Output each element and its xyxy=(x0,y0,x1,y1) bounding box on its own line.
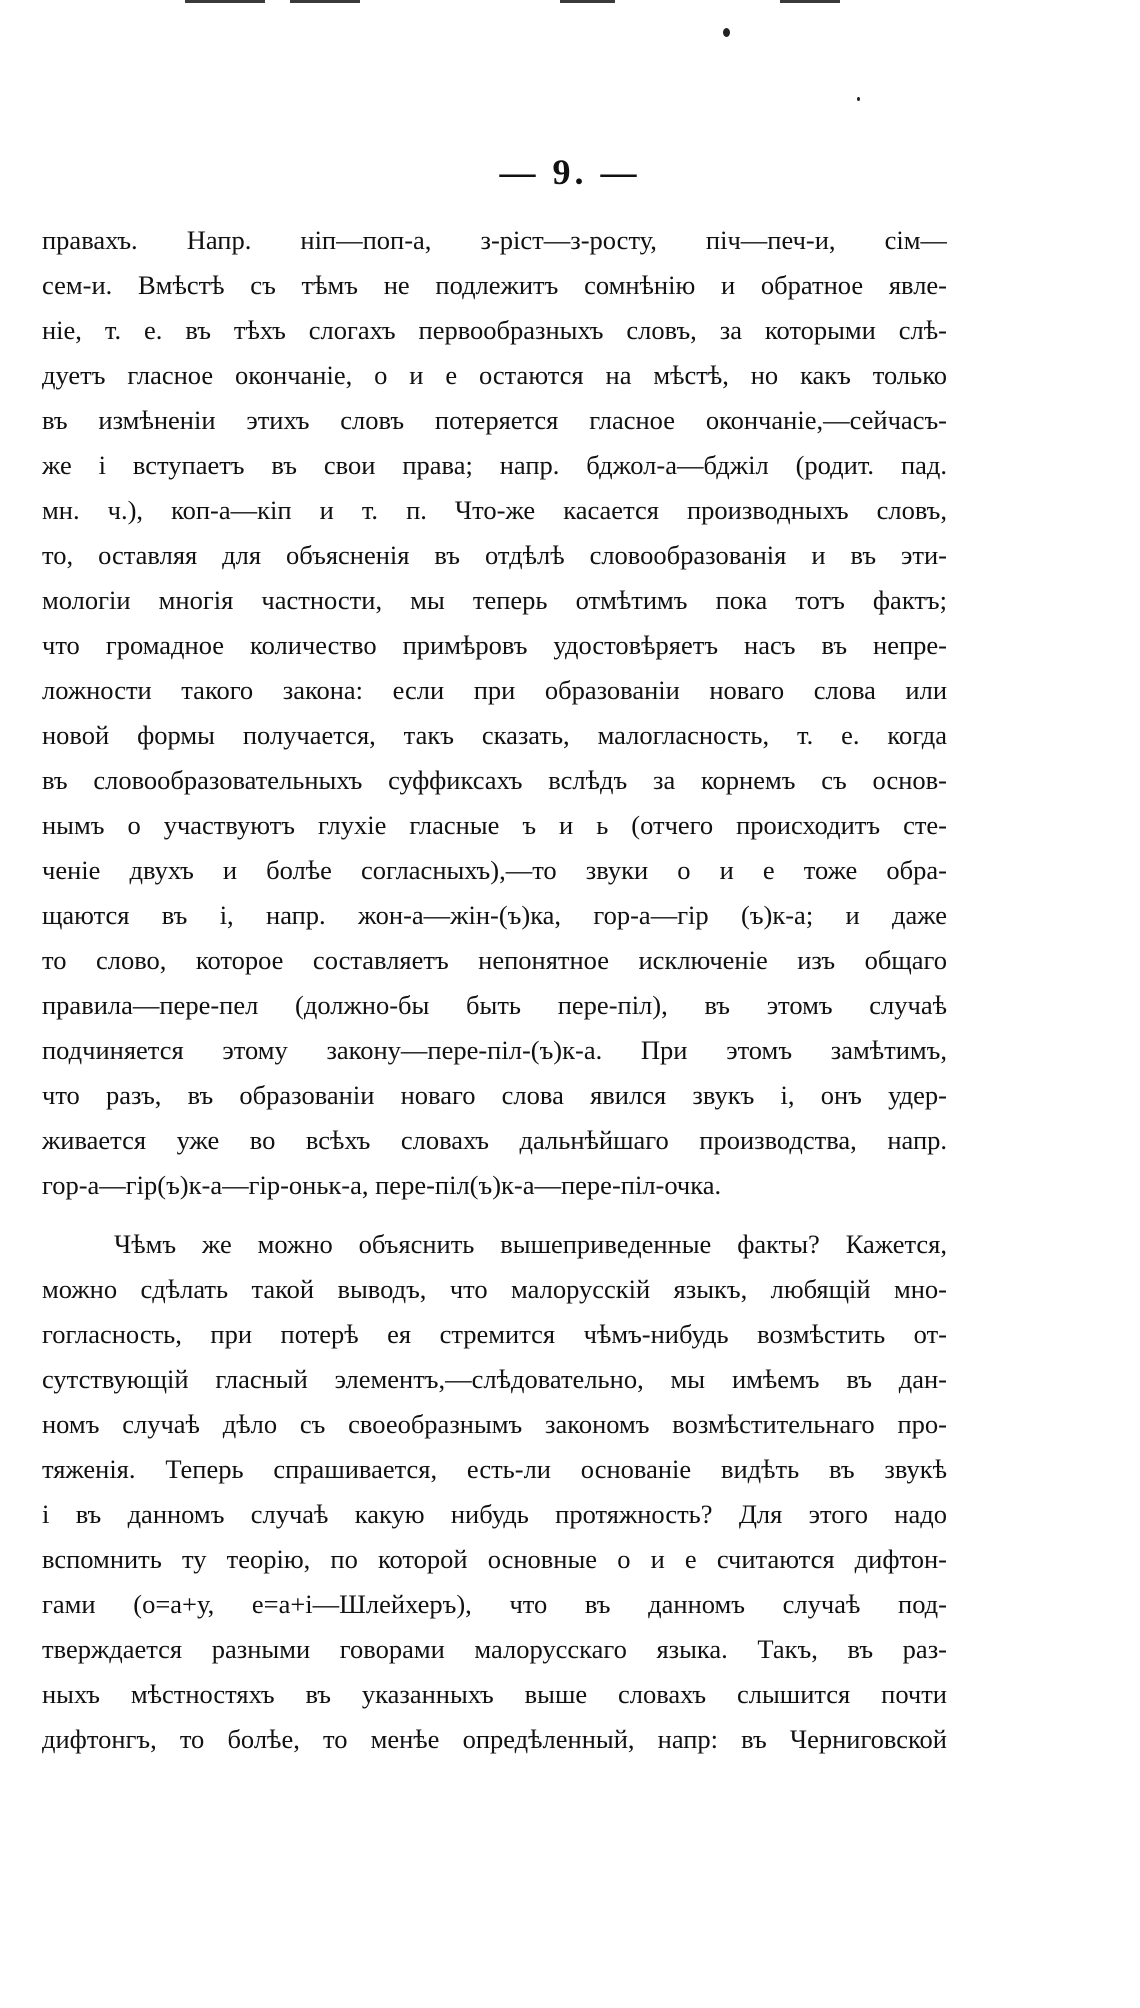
text-line: ныхъ мѣстностяхъ въ указанныхъ выше словахъ слышится почти xyxy=(42,1679,947,1709)
text-line: что громадное количество примѣровъ удостовѣряетъ насъ въ непре- xyxy=(42,630,947,660)
text-line: въ измѣненіи этихъ словъ потеряется гласное окончаніе,—сейчасъ- xyxy=(42,405,947,435)
text-line: гор-а—гір(ъ)к-а—гір-оньк-а, пере-піл(ъ)к-а—пере-піл-очка. xyxy=(42,1170,722,1200)
scan-edge-mark xyxy=(560,0,615,3)
scan-edge-mark xyxy=(780,0,840,3)
text-line: что разъ, въ образованіи новаго слова явился звукъ і, онъ удер- xyxy=(42,1080,947,1110)
text-line: то, оставляя для объясненія въ отдѣлѣ словообразованія и въ эти- xyxy=(42,540,947,570)
text-line: можно сдѣлать такой выводъ, что малорусскій языкъ, любящій мно- xyxy=(42,1274,947,1304)
text-line: ченіе двухъ и болѣе согласныхъ),—то звуки о и е тоже обра- xyxy=(42,855,947,885)
text-line: тяженія. Теперь спрашивается, есть-ли основаніе видѣть въ звукѣ xyxy=(42,1454,947,1484)
text-line: правила—пере-пел (должно-бы быть пере-піл), въ этомъ случаѣ xyxy=(42,990,947,1020)
text-line: сутствующій гласный элементъ,—слѣдовательно, мы имѣемъ въ дан- xyxy=(42,1364,947,1394)
text-line: новой формы получается, такъ сказать, малогласность, т. е. когда xyxy=(42,720,947,750)
scan-edge-mark xyxy=(185,0,265,3)
text-line: мн. ч.), коп-а—кіп и т. п. Что-же касается производныхъ словъ, xyxy=(42,495,947,525)
paragraph-2 xyxy=(42,1222,947,1762)
text-line: сем-и. Вмѣстѣ съ тѣмъ не подлежитъ сомнѣнію и обратное явле- xyxy=(42,270,947,300)
text-line: въ словообразовательныхъ суффиксахъ вслѣдъ за корнемъ съ основ- xyxy=(42,765,947,795)
text-line: щаются въ і, напр. жон-а—жін-(ъ)ка, гор-а—гір (ъ)к-а; и даже xyxy=(42,900,947,930)
text-line: подчиняется этому закону—пере-піл-(ъ)к-а. При этомъ замѣтимъ, xyxy=(42,1035,947,1065)
text-line: гогласность, при потерѣ ея стремится чѣмъ-нибудь возмѣстить от- xyxy=(42,1319,947,1349)
text-line: мологіи многія частности, мы теперь отмѣтимъ пока тотъ фактъ; xyxy=(42,585,947,615)
scan-speck xyxy=(723,28,730,37)
text-line: правахъ. Напр. ніп—поп-а, з-ріст—з-росту, піч—печ-и, сім— xyxy=(42,225,947,255)
text-line: Чѣмъ же можно объяснить вышеприведенные факты? Кажется, xyxy=(114,1229,947,1259)
text-line: то слово, которое составляетъ непонятное исключеніе изъ общаго xyxy=(42,945,947,975)
paragraph-1 xyxy=(42,218,947,1208)
text-line: дуетъ гласное окончаніе, о и е остаются на мѣстѣ, но какъ только xyxy=(42,360,947,390)
scan-speck xyxy=(857,97,860,101)
scan-edge-mark xyxy=(290,0,360,3)
text-line: і въ данномъ случаѣ какую нибудь протяжность? Для этого надо xyxy=(42,1499,947,1529)
text-line: вспомнить ту теорію, по которой основные о и е считаются дифтон- xyxy=(42,1544,947,1574)
text-line: ніе, т. е. въ тѣхъ слогахъ первообразныхъ словъ, за которыми слѣ- xyxy=(42,315,947,345)
text-line: живается уже во всѣхъ словахъ дальнѣйшаго производства, напр. xyxy=(42,1125,947,1155)
text-line: нымъ о участвуютъ глухіе гласные ъ и ь (отчего происходитъ сте- xyxy=(42,810,947,840)
text-line: дифтонгъ, то болѣе, то менѣе опредѣленный, напр: въ Черниговской xyxy=(42,1724,947,1754)
text-line: ложности такого закона: если при образованіи новаго слова или xyxy=(42,675,947,705)
text-line: номъ случаѣ дѣло съ своеобразнымъ закономъ возмѣстительнаго про- xyxy=(42,1409,947,1439)
text-line: же і вступаетъ въ свои права; напр. бджол-а—бджіл (родит. пад. xyxy=(42,450,947,480)
text-line: гами (о=а+у, е=а+і—Шлейхеръ), что въ данномъ случаѣ под- xyxy=(42,1589,947,1619)
text-line: тверждается разными говорами малорусскаго языка. Такъ, въ раз- xyxy=(42,1634,947,1664)
page-number: — 9. — xyxy=(499,152,641,192)
